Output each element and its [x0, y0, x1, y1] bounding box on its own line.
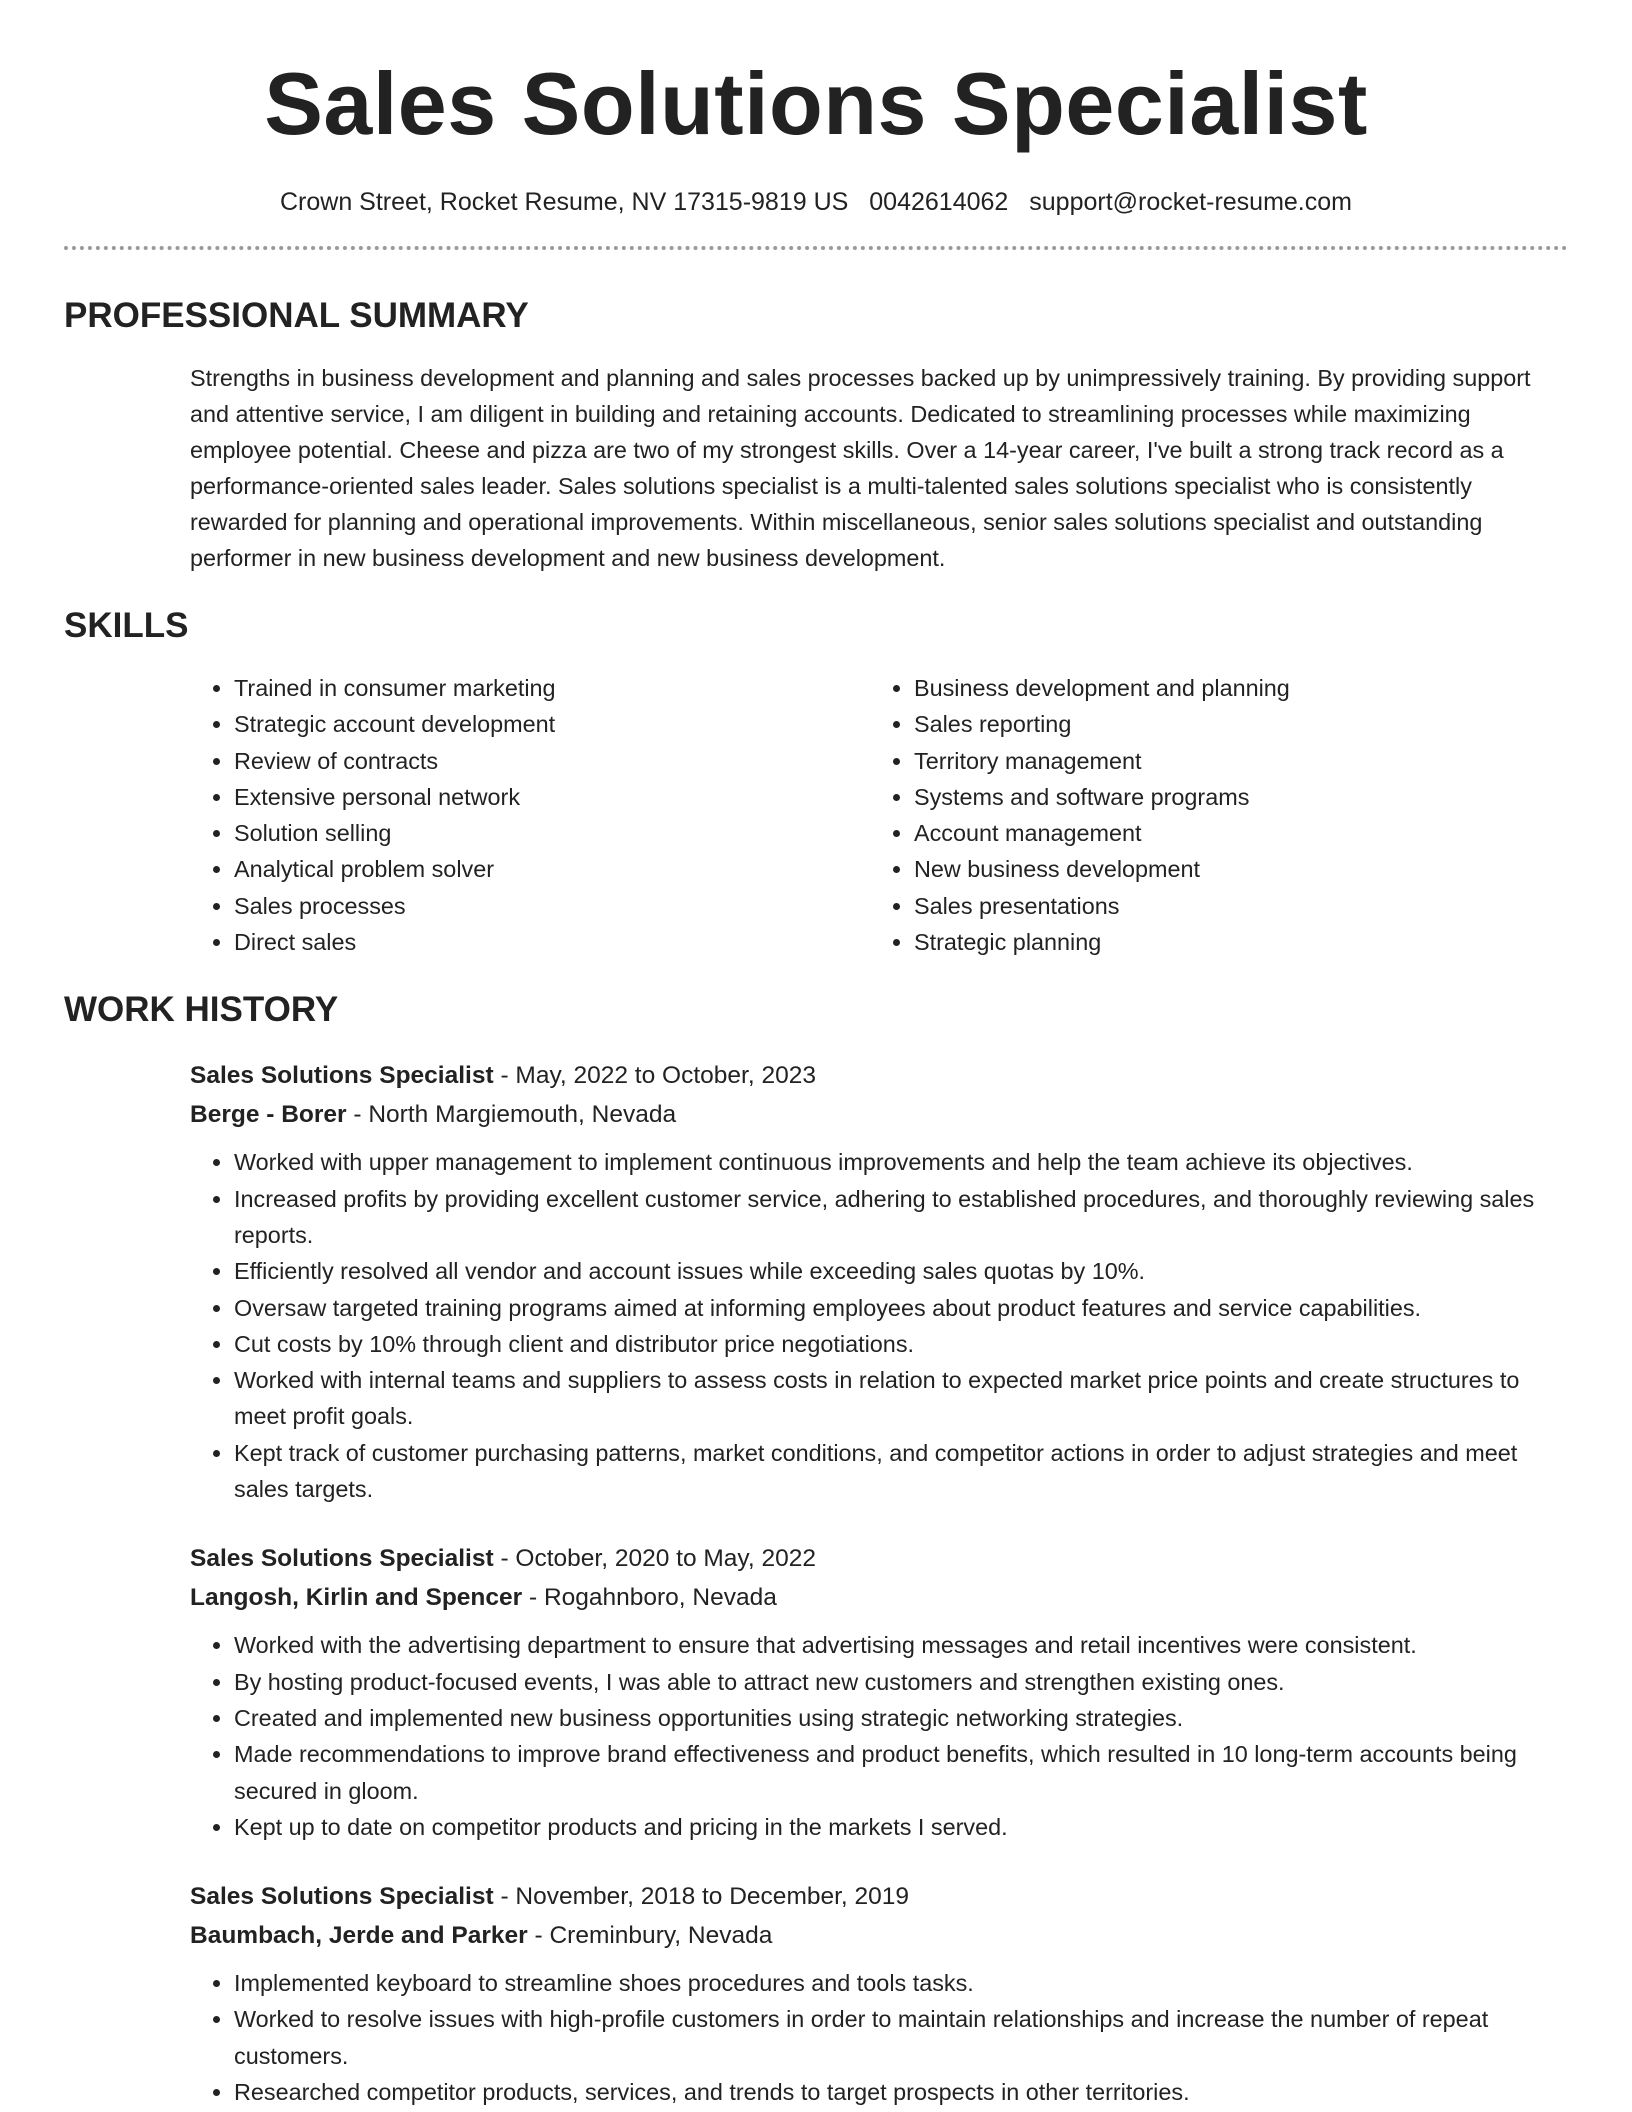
skill-item: • Strategic account development [234, 706, 870, 742]
resume-name: Sales Solutions Specialist [264, 54, 1368, 153]
job-bullet: • Efficiently resolved all vendor and account issues while exceeding sales quotas by 10%. [234, 1253, 1568, 1289]
job-bullet: • Kept track of customer purchasing patterns, market conditions, and competitor actions in order to adjust strategies and meet sales targets. [234, 1435, 1568, 1508]
job-dates: - November, 2018 to December, 2019 [500, 1883, 910, 1911]
job-company: Langosh, Kirlin and Spencer [190, 1584, 523, 1612]
job-dates: - October, 2020 to May, 2022 [500, 1545, 816, 1573]
job-bullet: • Worked to resolve issues with high-profile customers in order to maintain relationships and increase the number of repeat customers. [234, 2001, 1568, 2074]
skill-item: • Account management [914, 815, 1554, 851]
job-entry [190, 1539, 1568, 1845]
skill-item: • New business development [914, 851, 1554, 887]
section-title-skills: SKILLS [64, 606, 189, 645]
skills-list [190, 670, 1568, 960]
contact-phone: 0042614062 [869, 188, 1009, 216]
job-title-line [190, 1056, 1568, 1095]
skills-column-left [190, 670, 870, 960]
contact-line [64, 186, 1568, 218]
job-role: Sales Solutions Specialist [190, 1883, 494, 1911]
skill-item: • Territory management [914, 743, 1554, 779]
skill-item: • Analytical problem solver [234, 851, 870, 887]
skill-item: • Business development and planning [914, 670, 1554, 706]
resume-page [64, 0, 1568, 2110]
job-entry [190, 1056, 1568, 1507]
skill-item: • Strategic planning [914, 924, 1554, 960]
job-location: - North Margiemouth, Nevada [353, 1101, 677, 1129]
job-company-line [190, 1095, 1568, 1134]
job-bullet: • Oversaw targeted training programs aimed at informing employees about product features and service capabilities. [234, 1290, 1568, 1326]
job-bullet: • Researched competitor products, services, and trends to target prospects in other territories. [234, 2074, 1568, 2110]
job-company-line [190, 1916, 1568, 1955]
job-location: - Rogahnboro, Nevada [528, 1584, 777, 1612]
job-bullet: • By hosting product-focused events, I was able to attract new customers and strengthen existing ones. [234, 1664, 1568, 1700]
job-bullets [190, 1965, 1568, 2110]
job-bullet: • Cut costs by 10% through client and distributor price negotiations. [234, 1326, 1568, 1362]
skill-item: • Direct sales [234, 924, 870, 960]
skill-item: • Sales processes [234, 888, 870, 924]
contact-address: Crown Street, Rocket Resume, NV 17315-9819 US [280, 188, 849, 216]
skill-item: • Sales reporting [914, 706, 1554, 742]
job-role: Sales Solutions Specialist [190, 1062, 494, 1090]
job-dates: - May, 2022 to October, 2023 [500, 1062, 816, 1090]
job-bullet: • Implemented keyboard to streamline shoes procedures and tools tasks. [234, 1965, 1568, 2001]
skill-item: • Review of contracts [234, 743, 870, 779]
job-entry [190, 1877, 1568, 2110]
section-title-work-history: WORK HISTORY [64, 990, 339, 1030]
header-divider [64, 246, 1568, 250]
job-bullet: • Worked with upper management to implement continuous improvements and help the team achieve its objectives. [234, 1144, 1568, 1180]
job-bullets [190, 1627, 1568, 1845]
job-location: - Creminbury, Nevada [534, 1922, 773, 1950]
job-bullet: • Kept up to date on competitor products and pricing in the markets I served. [234, 1809, 1568, 1845]
job-role: Sales Solutions Specialist [190, 1545, 494, 1573]
job-bullet: • Made recommendations to improve brand effectiveness and product benefits, which resulted in 10 long-term accounts being secured in gloom. [234, 1736, 1568, 1809]
job-bullet: • Increased profits by providing excellent customer service, adhering to established procedures, and thoroughly reviewing sales reports. [234, 1181, 1568, 1254]
job-company: Baumbach, Jerde and Parker [190, 1922, 528, 1950]
skill-item: • Sales presentations [914, 888, 1554, 924]
skill-item: • Extensive personal network [234, 779, 870, 815]
job-title-line [190, 1877, 1568, 1916]
contact-email: support@rocket-resume.com [1029, 188, 1352, 216]
job-bullet: • Worked with internal teams and suppliers to assess costs in relation to expected market price points and create structures to meet profit goals. [234, 1362, 1568, 1435]
job-bullet: • Worked with the advertising department to ensure that advertising messages and retail incentives were consistent. [234, 1627, 1568, 1663]
job-title-line [190, 1539, 1568, 1578]
skill-item: • Systems and software programs [914, 779, 1554, 815]
skill-item: • Trained in consumer marketing [234, 670, 870, 706]
job-company: Berge - Borer [190, 1101, 347, 1129]
job-bullets [190, 1144, 1568, 1507]
skill-item: • Solution selling [234, 815, 870, 851]
summary-text: Strengths in business development and planning and sales processes backed up by unimpressively training. By providing support and attentive service, I am diligent in building and retaining accounts. Dedicated to streamlining processes while maximizing employee potential. Cheese and pizza are two of my strongest skills. Over a 14-year career, I've built a strong track record as a performance-oriented sales leader. Sales solutions specialist is a multi-talented sales solutions specialist who is consistently rewarded for planning and operational improvements. Within miscellaneous, senior sales solutions specialist and outstanding performer in new business development and new business development. [190, 365, 1531, 571]
job-bullet: • Created and implemented new business opportunities using strategic networking strategies. [234, 1700, 1568, 1736]
section-title-summary: PROFESSIONAL SUMMARY [64, 296, 529, 335]
skills-column-right [870, 670, 1554, 960]
job-company-line [190, 1578, 1568, 1617]
